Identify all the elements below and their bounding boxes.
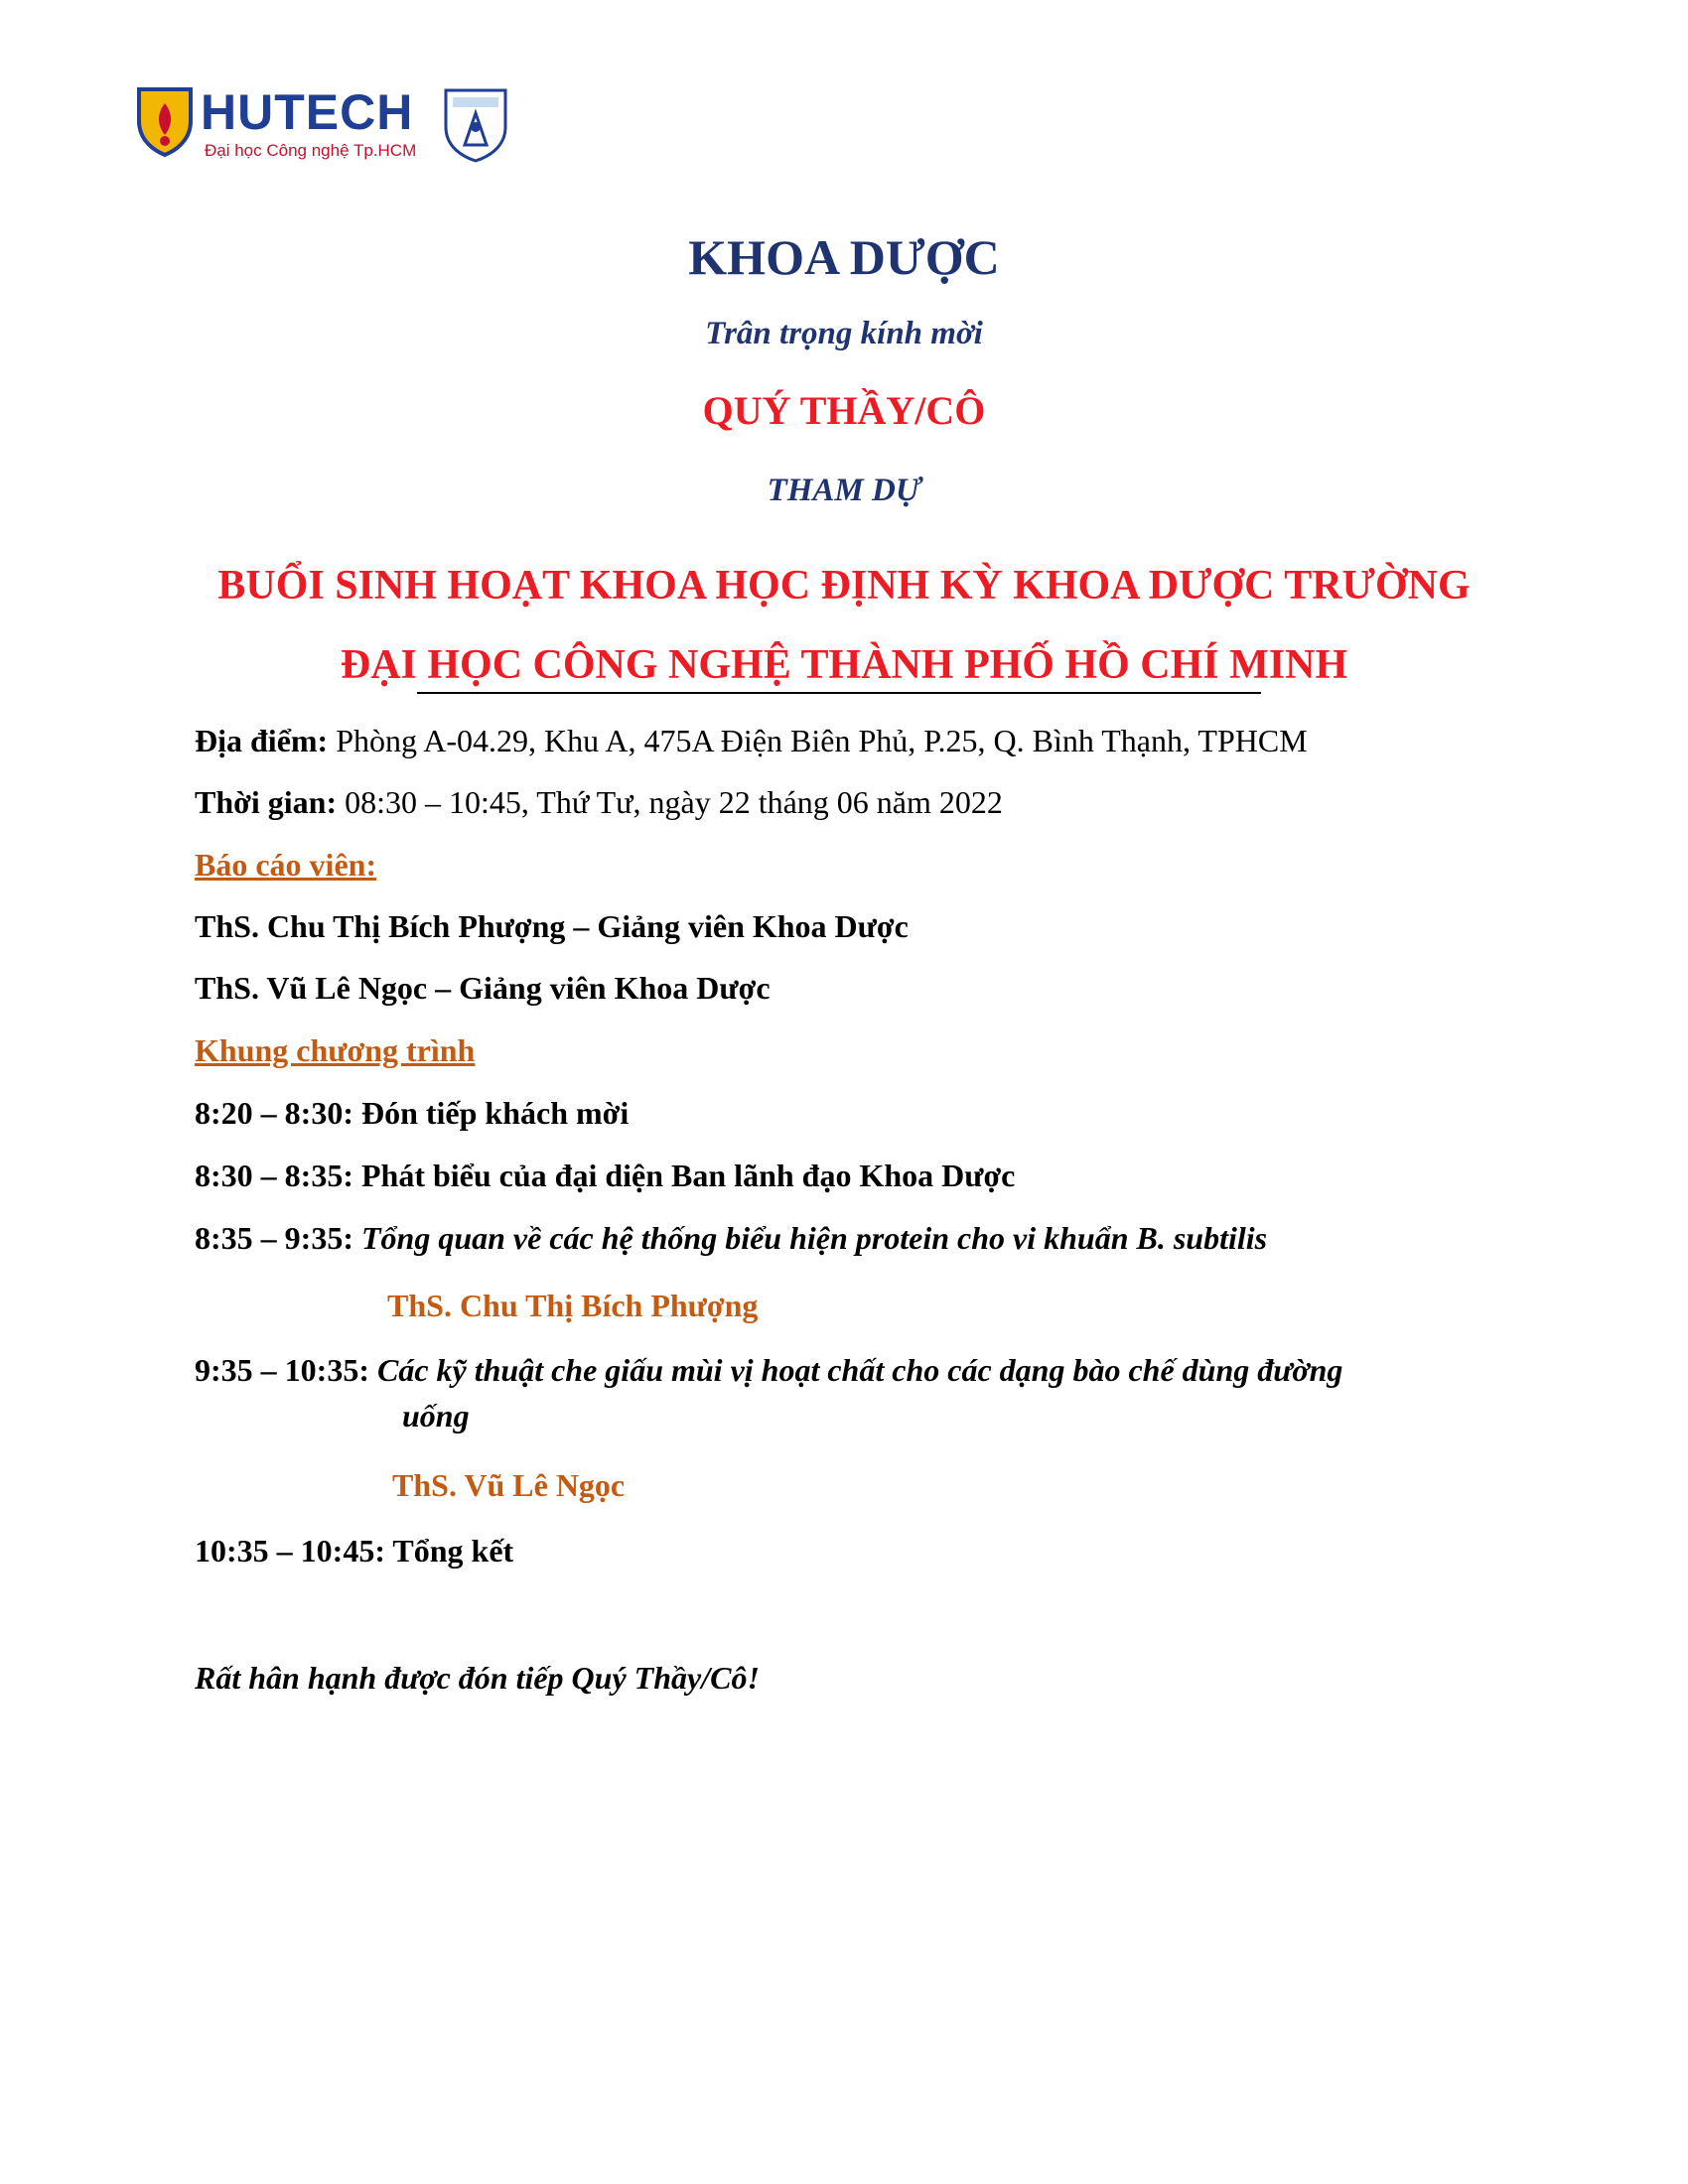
program-text: Phát biểu của đại diện Ban lãnh đạo Khoa Dược	[352, 1158, 1016, 1193]
program-text-continued: uống	[402, 1398, 470, 1433]
program-text: Đón tiếp khách mời	[352, 1095, 630, 1131]
program-time: 8:35 – 9:35:	[195, 1220, 353, 1256]
program-item-5	[195, 1533, 513, 1570]
program-text: Các kỹ thuật che giấu mùi vị hoạt chất cho các dạng bào chế dùng đường	[368, 1352, 1343, 1388]
faculty-title: KHOA DƯỢC	[688, 229, 1000, 285]
location-value: Phòng A-04.29, Khu A, 475A Điện Biên Phủ, P.25, Q. Bình Thạnh, TPHCM	[328, 723, 1308, 758]
time-label: Thời gian:	[195, 784, 338, 820]
speakers-heading: Báo cáo viên:	[195, 847, 377, 883]
program-heading: Khung chương trình	[195, 1032, 476, 1068]
hutech-logo	[135, 85, 512, 161]
program-item-2	[195, 1158, 1015, 1194]
event-title-line2: ĐẠI HỌC CÔNG NGHỆ THÀNH PHỐ HỒ CHÍ MINH	[340, 642, 1348, 688]
program-time: 8:30 – 8:35:	[195, 1158, 353, 1193]
location-row	[195, 723, 1308, 759]
program-speaker-2: ThS. Vũ Lê Ngọc	[392, 1467, 626, 1503]
program-time: 10:35 – 10:45:	[195, 1533, 385, 1569]
program-text: Tổng quan về các hệ thống biểu hiện protein cho vi khuẩn B. subtilis	[352, 1220, 1268, 1256]
invite-text: Trân trọng kính mời	[705, 316, 983, 351]
faculty-shield-icon	[443, 87, 508, 163]
time-row	[195, 784, 1003, 821]
event-title	[149, 546, 1539, 705]
location-label: Địa điểm:	[195, 723, 329, 758]
closing-text: Rất hân hạnh được đón tiếp Quý Thầy/Cô!	[195, 1660, 760, 1696]
speaker-1: ThS. Chu Thị Bích Phượng – Giảng viên Khoa Dược	[195, 908, 909, 944]
program-item-1	[195, 1095, 629, 1132]
hutech-shield-icon	[135, 85, 195, 157]
program-speaker-1: ThS. Chu Thị Bích Phượng	[387, 1288, 759, 1323]
speaker-2: ThS. Vũ Lê Ngọc – Giảng viên Khoa Dược	[195, 970, 771, 1006]
divider	[417, 692, 1261, 694]
program-item-4	[195, 1352, 1342, 1389]
program-item-3	[195, 1220, 1267, 1257]
attend-text: THAM DỰ	[767, 473, 921, 508]
program-time: 9:35 – 10:35:	[195, 1352, 369, 1388]
time-value: 08:30 – 10:45, Thứ Tư, ngày 22 tháng 06 năm 2022	[337, 784, 1003, 820]
event-title-line1: BUỔI SINH HOẠT KHOA HỌC ĐỊNH KỲ KHOA DƯỢC TRƯỜNG	[217, 563, 1471, 609]
brand-subtitle: Đại học Công nghệ Tp.HCM	[205, 141, 417, 160]
brand-name: HUTECH	[201, 84, 414, 140]
guests-text: QUÝ THẦY/CÔ	[702, 388, 986, 433]
program-time: 8:20 – 8:30:	[195, 1095, 353, 1131]
program-text: Tổng kết	[384, 1533, 514, 1569]
